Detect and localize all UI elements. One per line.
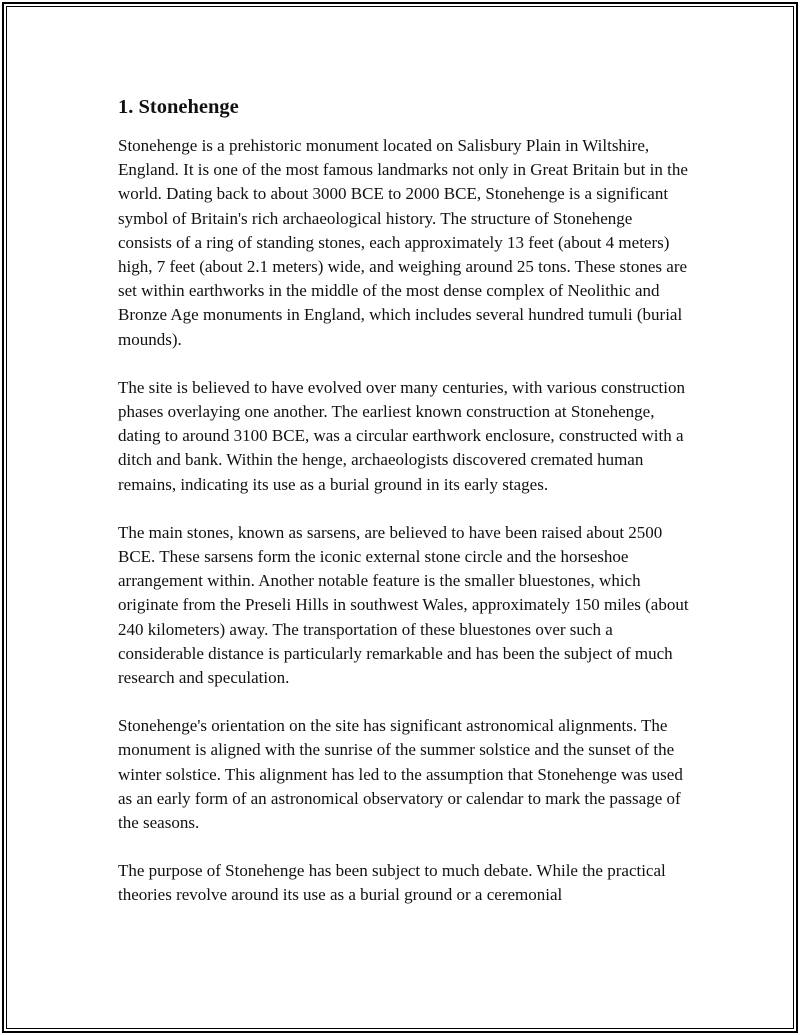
paragraph-2: The site is believed to have evolved over many centuries, with various construction phases overlaying one another. The earliest known construction at Stonehenge, dating to around 3100 BCE, was a circular earthwork enclosure, constructed with a ditch and bank. Within the henge, archaeologists discovered cremated human remains, indicating its use as a burial ground in its early stages. xyxy=(118,377,685,494)
paragraph-1: Stonehenge is a prehistoric monument located on Salisbury Plain in Wiltshire, England. It is one of the most famous landmarks not only in Great Britain but in the world. Dating back to about 3000 BCE to 2000 BCE, Stonehenge is a significant symbol of Britain's rich archaeological history. The structure of Stonehenge consists of a ring of standing stones, each approximately 13 feet (about 4 meters) high, 7 feet (about 2.1 meters) wide, and weighing around 25 tons. These stones are set within earthworks in the middle of the most dense complex of Neolithic and Bronze Age monuments in England, which includes several hundred tumuli (burial mounds). xyxy=(118,136,688,349)
paragraph-3: The main stones, known as sarsens, are believed to have been raised about 2500 BCE. These sarsens form the iconic external stone circle and the horseshoe arrangement within. Another notable feature is the smaller bluestones, which originate from the Preseli Hills in southwest Wales, approximately 150 miles (about 240 kilometers) away. The transportation of these bluestones over such a considerable distance is particularly remarkable and has been the subject of much research and speculation. xyxy=(118,522,689,688)
document-body xyxy=(118,94,690,932)
paragraph-5: The purpose of Stonehenge has been subject to much debate. While the practical theories revolve around its use as a burial ground or a ceremonial xyxy=(118,861,666,905)
paragraph-4: Stonehenge's orientation on the site has significant astronomical alignments. The monument is aligned with the sunrise of the summer solstice and the sunset of the winter solstice. This alignment has led to the assumption that Stonehenge was used as an early form of an astronomical observatory or calendar to mark the passage of the seasons. xyxy=(118,716,683,833)
section-heading: 1. Stonehenge xyxy=(118,96,239,118)
